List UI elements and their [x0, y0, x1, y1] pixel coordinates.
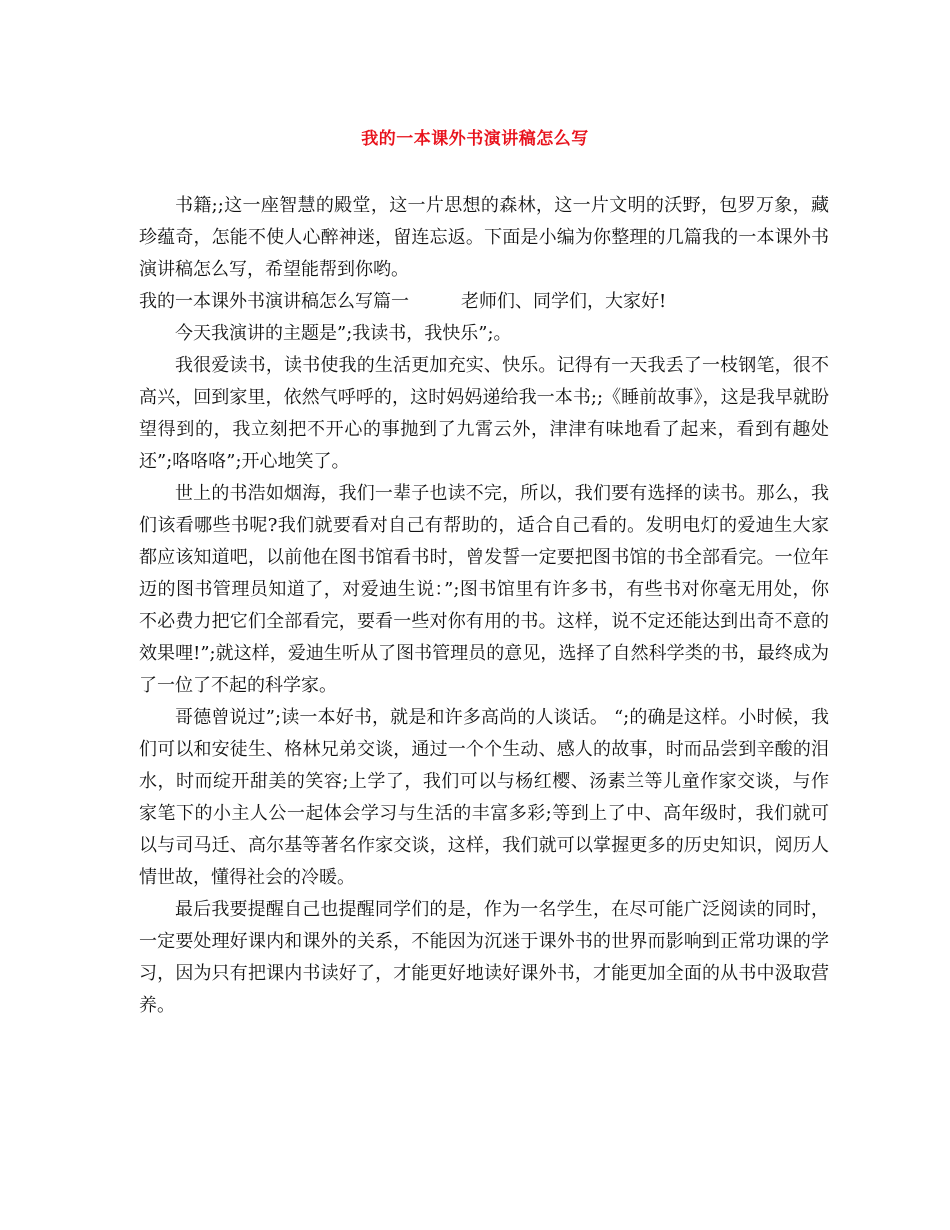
paragraph-1: 今天我演讲的主题是”;我读书，我快乐”;。: [175, 323, 512, 344]
intro-paragraph: 书籍;;这一座智慧的殿堂，这一片思想的森林，这一片文明的沃野，包罗万象，藏珍蕴奇，怎能不使人心醉神迷，留连忘返。下面是小编为你整理的几篇我的一本课外书演讲稿怎么写，希望能帮到你哟。: [139, 195, 829, 280]
paragraph-4: 哥德曾说过”;读一本好书，就是和许多高尚的人谈话。 “;的确是这样。小时候，我们可以和安徒生、格林兄弟交谈，通过一个个生动、感人的故事，时而品尝到辛酸的泪水，时而绽开甜美的笑容;上学了，我们可以与杨红樱、汤素兰等儿童作家交谈，与作家笔下的小主人公一起体会学习与生活的丰富多彩;等到上了中、高年级时，我们就可以与司马迁、高尔基等著名作家交谈，这样，我们就可以掌握更多的历史知识，阅历人情世故，懂得社会的冷暖。: [139, 707, 829, 888]
greeting: 老师们、同学们，大家好!: [461, 291, 667, 312]
paragraph-5: 最后我要提醒自己也提醒同学们的是，作为一名学生，在尽可能广泛阅读的同时，一定要处理好课内和课外的关系，不能因为沉迷于课外书的世界而影响到正常功课的学习，因为只有把课内书读好了，才能更好地读好课外书，才能更加全面的从书中汲取营养。: [139, 899, 829, 1016]
section-heading-line: [139, 286, 829, 318]
paragraph-3: 世上的书浩如烟海，我们一辈子也读不完，所以，我们要有选择的读书。那么，我们该看哪些书呢?我们就要看对自己有帮助的，适合自己看的。发明电灯的爱迪生大家都应该知道吧，以前他在图书馆看书时，曾发誓一定要把图书馆的书全部看完。一位年迈的图书管理员知道了，对爱迪生说：”;图书馆里有许多书，有些书对你毫无用处，你不必费力把它们全部看完，要看一些对你有用的书。这样，说不定还能达到出奇不意的效果哩!”;就这样，爱迪生听从了图书管理员的意见，选择了自然科学类的书，最终成为了一位了不起的科学家。: [139, 483, 829, 696]
document-body: [139, 190, 829, 1022]
document-title: 我的一本课外书演讲稿怎么写: [361, 129, 589, 149]
section-heading: 我的一本课外书演讲稿怎么写篇一: [139, 291, 409, 312]
paragraph-2: 我很爱读书，读书使我的生活更加充实、快乐。记得有一天我丢了一枝钢笔，很不高兴，回到家里，依然气呼呼的，这时妈妈递给我一本书;;《睡前故事》，这是我早就盼望得到的，我立刻把不开心的事抛到了九霄云外，津津有味地看了起来，看到有趣处还”;咯咯咯”;开心地笑了。: [139, 355, 829, 472]
